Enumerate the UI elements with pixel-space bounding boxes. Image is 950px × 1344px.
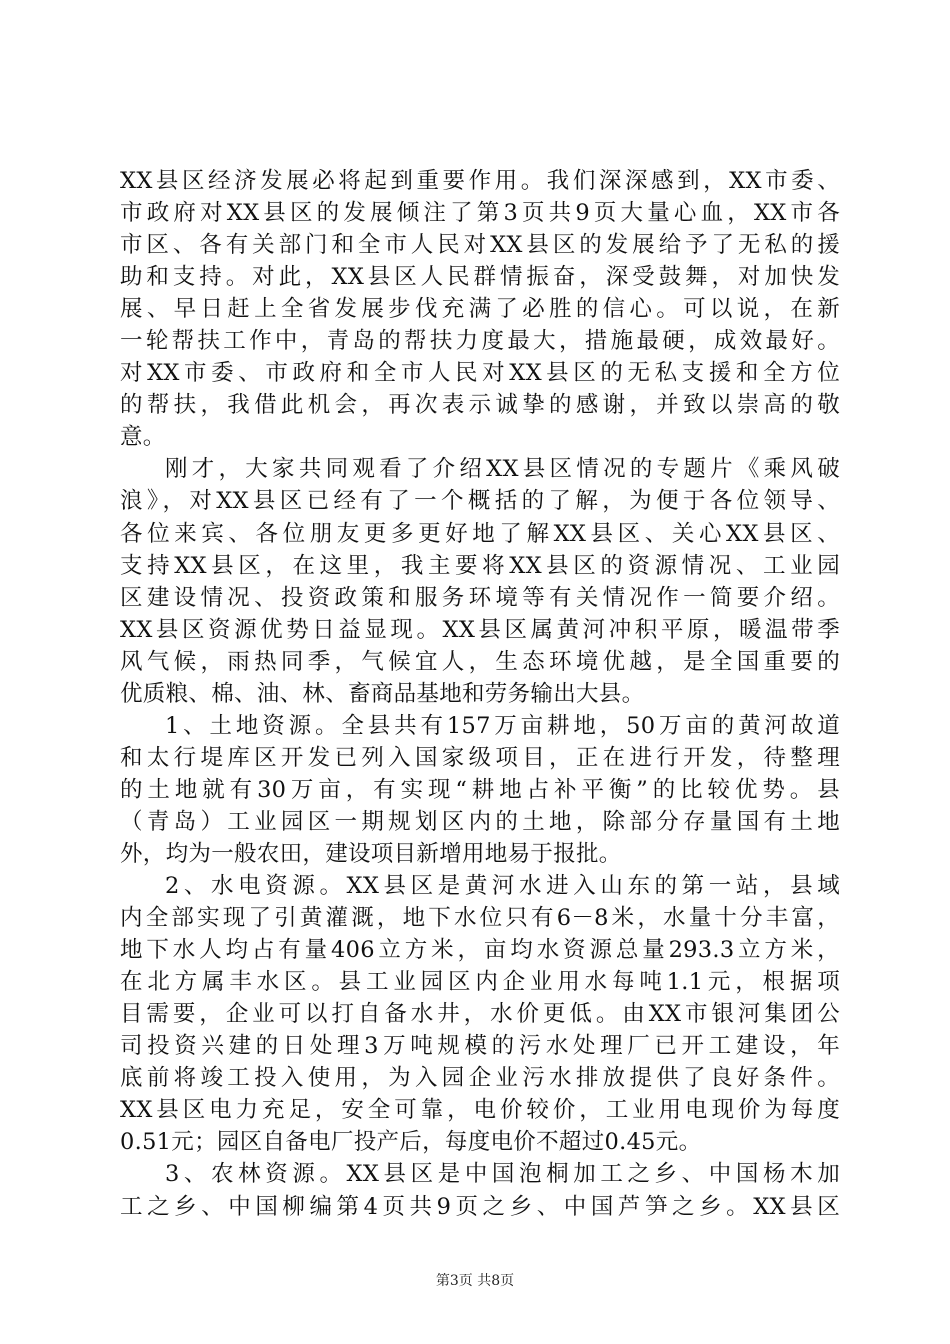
- paragraph-first-line: 2、水电资源。XX县区是黄河水进入山东的第一站，县域: [165, 873, 840, 900]
- text-line: 一轮帮扶工作中，青岛的帮扶力度最大，措施最硬，成效最好。: [120, 328, 840, 355]
- text-line: 对XX市委、市政府和全市人民对XX县区的无私支援和全方位: [120, 360, 840, 387]
- paragraph-first-line: 刚才，大家共同观看了介绍XX县区情况的专题片《乘风破: [165, 456, 840, 483]
- text-line: 目需要，企业可以打自备水井，水价更低。由XX市银河集团公: [120, 1001, 840, 1028]
- paragraph-first-line: 1、土地资源。全县共有157万亩耕地，50万亩的黄河故道: [165, 712, 840, 739]
- text-line: 区建设情况、投资政策和服务环境等有关情况作一简要介绍。: [120, 584, 840, 611]
- text-line: XX县区资源优势日益显现。XX县区属黄河冲积平原，暖温带季: [120, 616, 840, 643]
- text-line: 地下水人均占有量406立方米，亩均水资源总量293.3立方米，: [120, 937, 840, 964]
- text-line: 浪》，对XX县区已经有了一个概括的了解，为便于各位领导、: [120, 488, 840, 515]
- text-line: 工之乡、中国柳编第4页共9页之乡、中国芦笋之乡。XX县区: [120, 1193, 840, 1220]
- paragraph-first-line: 3、农林资源。XX县区是中国泡桐加工之乡、中国杨木加: [165, 1161, 840, 1188]
- text-line: 市区、各有关部门和全市人民对XX县区的发展给予了无私的援: [120, 232, 840, 259]
- text-line: XX县区经济发展必将起到重要作用。我们深深感到，XX市委、: [120, 168, 840, 194]
- text-line: 展、早日赶上全省发展步伐充满了必胜的信心。可以说，在新: [120, 296, 840, 323]
- text-line: 和太行堤库区开发已列入国家级项目，正在进行开发，待整理: [120, 744, 840, 771]
- text-line: 风气候，雨热同季，气候宜人，生态环境优越，是全国重要的: [120, 648, 840, 675]
- text-line: 的土地就有30万亩，有实现“耕地占补平衡”的比较优势。县: [120, 776, 840, 803]
- text-line: 意。: [120, 424, 166, 451]
- text-line: XX县区电力充足，安全可靠，电价较价，工业用电现价为每度: [120, 1097, 840, 1124]
- text-line: 司投资兴建的日处理3万吨规模的污水处理厂已开工建设，年: [120, 1033, 840, 1060]
- text-line: 内全部实现了引黄灌溉，地下水位只有6－8米，水量十分丰富，: [120, 905, 840, 932]
- text-line: 市政府对XX县区的发展倾注了第3页共9页大量心血，XX市各: [120, 200, 840, 227]
- text-line: 支持XX县区，在这里，我主要将XX县区的资源情况、工业园: [120, 552, 840, 579]
- text-line: 底前将竣工投入使用，为入园企业污水排放提供了良好条件。: [120, 1065, 840, 1092]
- text-line: 的帮扶，我借此机会，再次表示诚挚的感谢，并致以崇高的敬: [120, 392, 840, 419]
- text-line: 在北方属丰水区。县工业园区内企业用水每吨1.1元，根据项: [120, 969, 840, 996]
- text-line: 优质粮、棉、油、林、畜商品基地和劳务输出大县。: [120, 680, 645, 707]
- text-line: （青岛）工业园区一期规划区内的土地，除部分存量国有土地: [120, 808, 840, 835]
- text-line: 0.51元；园区自备电厂投产后，每度电价不超过0.45元。: [120, 1129, 702, 1156]
- text-line: 各位来宾、各位朋友更多更好地了解XX县区、关心XX县区、: [120, 520, 840, 547]
- document-body: [120, 165, 840, 1223]
- text-line: 助和支持。对此，XX县区人民群情振奋，深受鼓舞，对加快发: [120, 264, 840, 291]
- text-line: 外，均为一般农田，建设项目新增用地易于报批。: [120, 840, 622, 867]
- page-footer: 第3页 共8页: [435, 1273, 515, 1289]
